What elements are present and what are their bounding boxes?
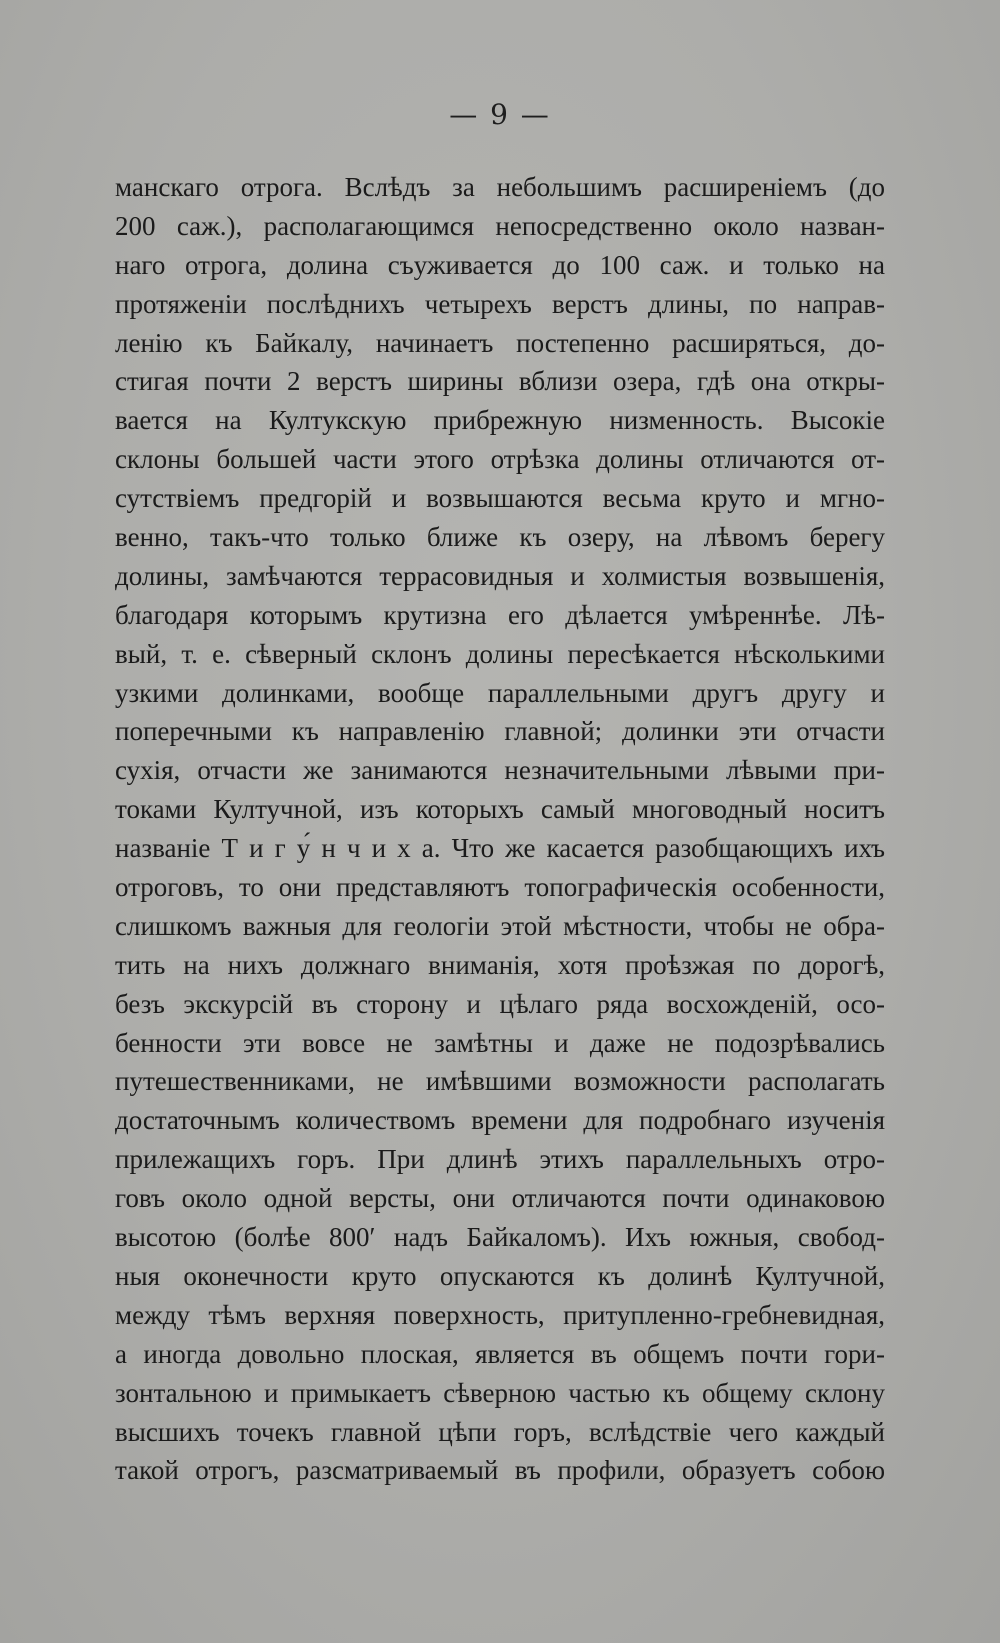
text-line: ленію къ Байкалу, начинаетъ постепенно расширяться, до-	[115, 327, 885, 358]
text-line: тить на нихъ должнаго вниманія, хотя проѣзжая по дорогѣ,	[115, 949, 885, 980]
text-line: протяженіи послѣднихъ четырехъ верстъ длины, по направ-	[115, 288, 885, 319]
text-line: названіе Т и г у́ н ч и х а. Что же касается разобщающихъ ихъ	[115, 833, 885, 864]
text-line: стигая почти 2 верстъ ширины вблизи озера, гдѣ она откры-	[115, 366, 885, 397]
text-line: высшихъ точекъ главной цѣпи горъ, вслѣдствіе чего каждый	[115, 1416, 885, 1447]
text-line: узкими долинками, вообще параллельными другъ другу и	[115, 677, 885, 708]
text-line: 200 саж.), располагающимся непосредственно около назван-	[115, 210, 885, 241]
text-line: сухія, отчасти же занимаются незначительными лѣвыми при-	[115, 755, 885, 786]
text-line: склоны большей части этого отрѣзка долины отличаются от-	[115, 444, 885, 475]
text-line: венно, такъ-что только ближе къ озеру, на лѣвомъ берегу	[115, 522, 885, 553]
text-line: а иногда довольно плоская, является въ общемъ почти гори-	[115, 1338, 885, 1369]
text-line: вается на Култукскую прибрежную низменность. Высокіе	[115, 405, 885, 436]
text-line: такой отрогъ, разсматриваемый въ профили, образуетъ собою	[115, 1455, 885, 1486]
text-line: наго отрога, долина съуживается до 100 саж. и только на	[115, 249, 885, 280]
text-line: долины, замѣчаются террасовидныя и холмистыя возвышенія,	[115, 560, 885, 591]
text-line: благодаря которымъ крутизна его дѣлается умѣреннѣе. Лѣ-	[115, 599, 885, 630]
text-line: манскаго отрога. Вслѣдъ за небольшимъ расширеніемъ (до	[115, 172, 885, 202]
text-line: бенности эти вовсе не замѣтны и даже не подозрѣвались	[115, 1027, 885, 1058]
text-line: достаточнымъ количествомъ времени для подробнаго изученія	[115, 1105, 885, 1136]
text-line: зонтальною и примыкаетъ сѣверною частью къ общему склону	[115, 1377, 885, 1408]
text-line: ныя оконечности круто опускаются къ долинѣ Култучной,	[115, 1260, 885, 1291]
text-line: безъ экскурсій въ сторону и цѣлаго ряда восхожденій, осо-	[115, 988, 885, 1019]
text-line: отроговъ, то они представляютъ топографическія особенности,	[115, 872, 885, 903]
body-text	[115, 168, 885, 1490]
page-number: — 9 —	[449, 98, 551, 131]
text-line: говъ около одной версты, они отличаются почти одинаковою	[115, 1183, 885, 1214]
text-line: между тѣмъ верхняя поверхность, притупленно-гребневидная,	[115, 1299, 885, 1330]
text-line: высотою (болѣе 800′ надъ Байкаломъ). Ихъ южныя, свобод-	[115, 1222, 885, 1253]
text-line: слишкомъ важныя для геологіи этой мѣстности, чтобы не обра-	[115, 910, 885, 941]
text-line: вый, т. е. сѣверный склонъ долины пересѣкается нѣсколькими	[115, 638, 885, 669]
text-line: сутствіемъ предгорій и возвышаются весьма круто и мгно-	[115, 483, 885, 514]
text-line: путешественниками, не имѣвшими возможности располагать	[115, 1066, 885, 1097]
text-line: прилежащихъ горъ. При длинѣ этихъ параллельныхъ отро-	[115, 1144, 885, 1175]
text-line: поперечными къ направленію главной; долинки эти отчасти	[115, 716, 885, 747]
text-line: токами Култучной, изъ которыхъ самый многоводный носитъ	[115, 794, 885, 825]
